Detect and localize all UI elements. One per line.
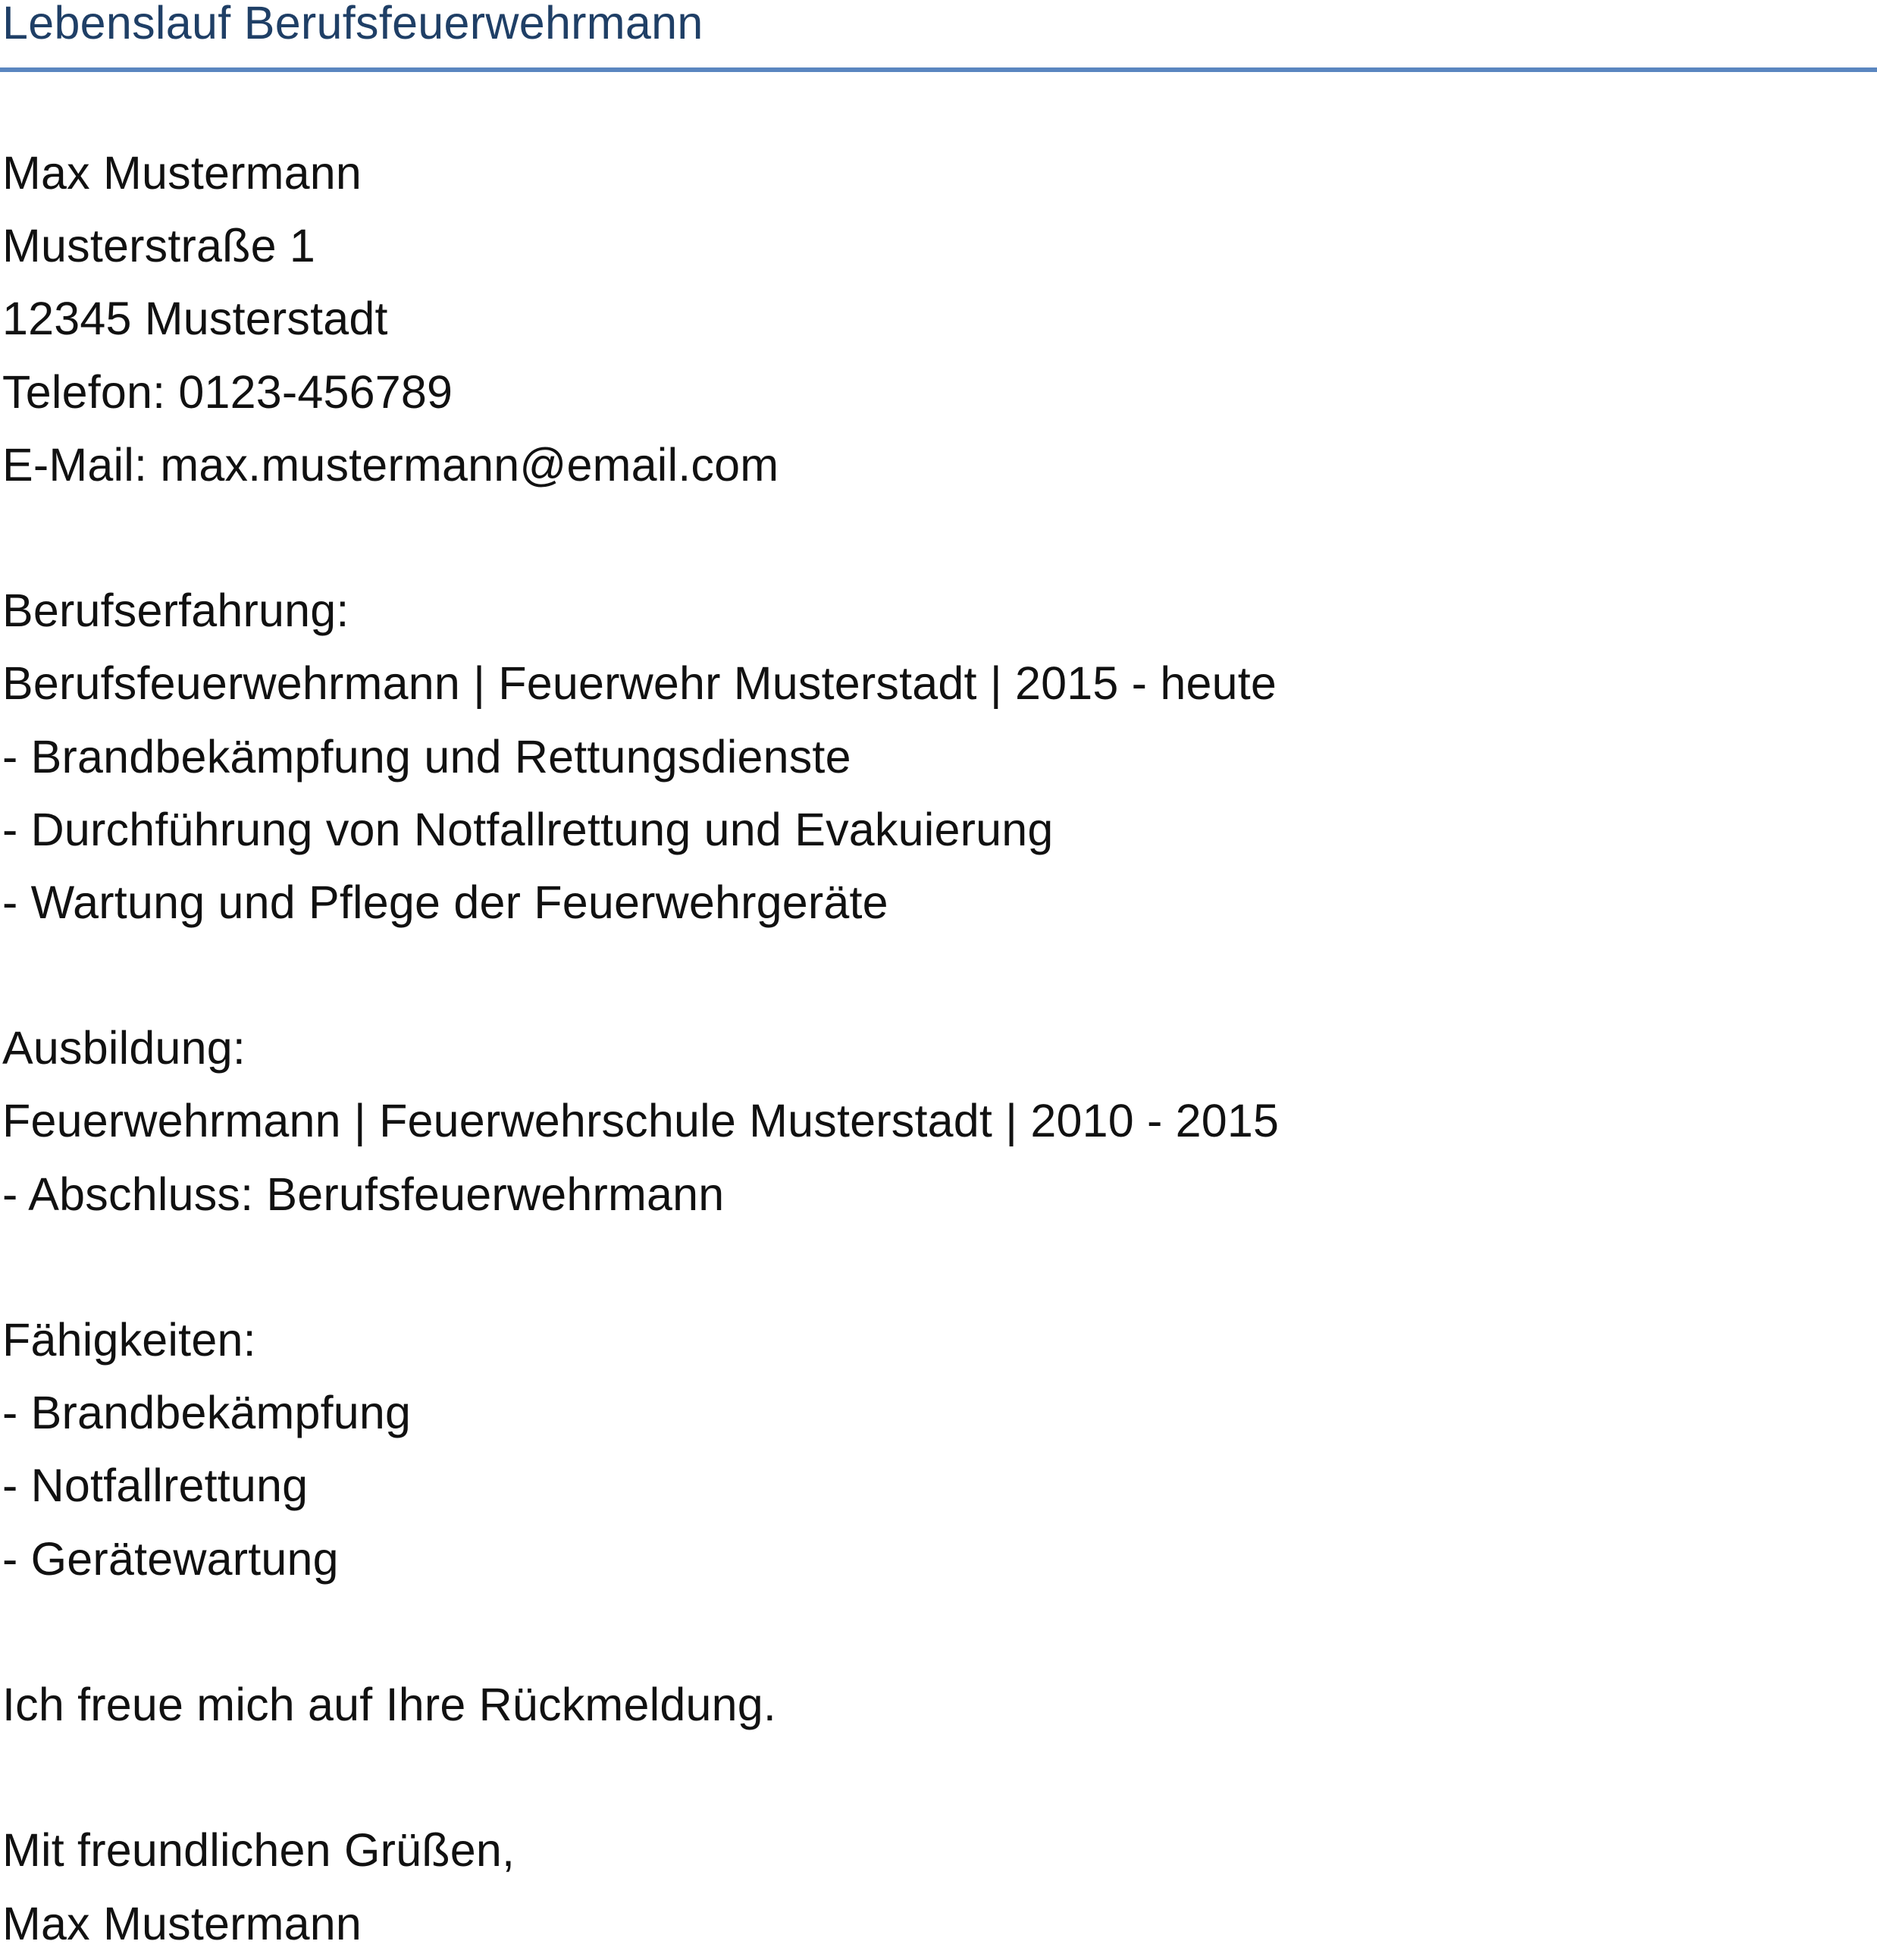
contact-name: Max Mustermann	[2, 147, 362, 199]
education-heading: Ausbildung:	[2, 1022, 246, 1074]
experience-heading: Berufserfahrung:	[2, 585, 349, 637]
contact-phone: Telefon: 0123-456789	[2, 365, 453, 418]
contact-city: 12345 Musterstadt	[2, 293, 388, 345]
skills-item: - Gerätewartung	[2, 1532, 339, 1585]
education-item: - Abschluss: Berufsfeuerwehrmann	[2, 1168, 725, 1220]
experience-item: - Wartung und Pflege der Feuerwehrgeräte	[2, 876, 888, 928]
signature-name: Max Mustermann	[2, 1897, 362, 1949]
closing-text: Ich freue mich auf Ihre Rückmeldung.	[2, 1678, 776, 1730]
document-body	[2, 136, 1279, 1960]
blank-line	[2, 1595, 1279, 1668]
blank-line	[2, 1231, 1279, 1303]
skills-heading: Fähigkeiten:	[2, 1314, 256, 1366]
blank-line	[2, 939, 1279, 1011]
education-position: Feuerwehrmann | Feuerwehrschule Musterstadt | 2010 - 2015	[2, 1095, 1280, 1147]
skills-item: - Notfallrettung	[2, 1460, 309, 1512]
experience-item: - Durchführung von Notfallrettung und Evakuierung	[2, 803, 1054, 855]
greeting-text: Mit freundlichen Grüßen,	[2, 1824, 515, 1877]
blank-line	[2, 1741, 1279, 1814]
contact-email: E-Mail: max.mustermann@email.com	[2, 438, 779, 491]
experience-position: Berufsfeuerwehrmann | Feuerwehr Musterstadt | 2015 - heute	[2, 657, 1277, 710]
blank-line	[2, 501, 1279, 574]
experience-item: - Brandbekämpfung und Rettungsdienste	[2, 730, 851, 782]
title-underline-rule	[0, 67, 1877, 72]
document-title: Lebenslauf Berufsfeuerwehrmann	[2, 0, 703, 49]
contact-street: Musterstraße 1	[2, 220, 315, 272]
skills-item: - Brandbekämpfung	[2, 1387, 412, 1439]
